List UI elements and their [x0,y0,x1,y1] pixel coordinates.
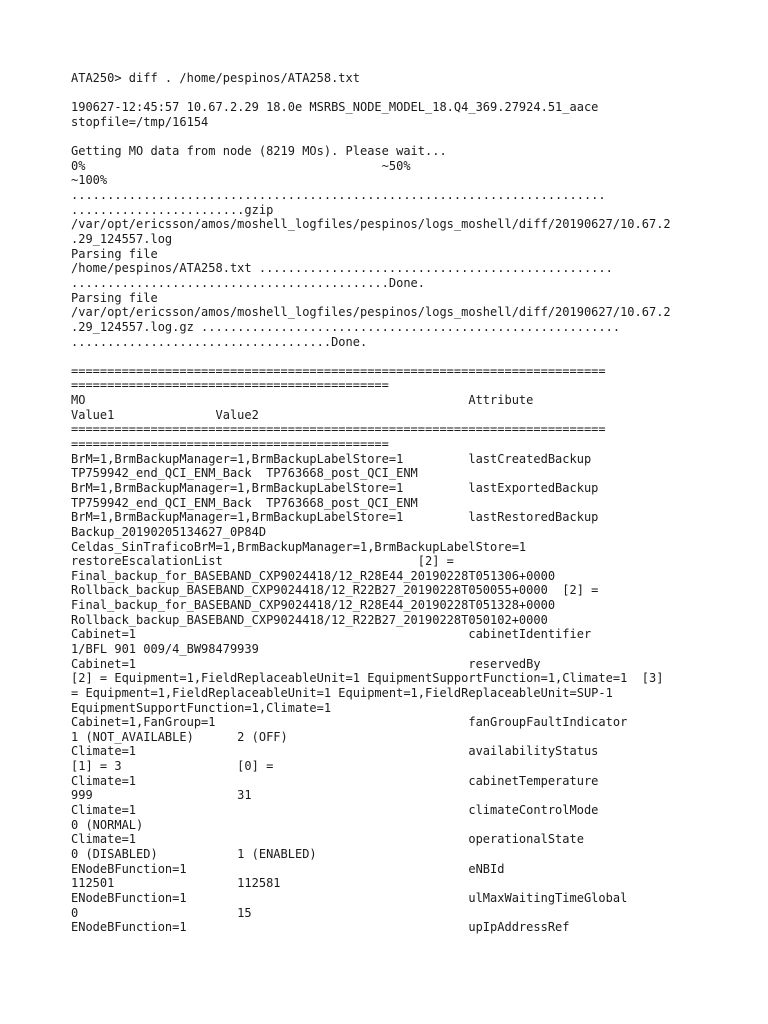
output-line: ========================================================================== [71,422,606,437]
output-line: BrM=1,BrmBackupManager=1,BrmBackupLabelStore=1 lastRestoredBackup [71,510,599,525]
output-line: BrM=1,BrmBackupManager=1,BrmBackupLabelStore=1 lastExportedBackup [71,480,599,495]
output-line: Parsing file [71,290,158,305]
output-line: Final_backup_for_BASEBAND_CXP9024418/12_R28E44_20190228T051306+0000 [71,568,556,583]
output-line: 0 (NORMAL) [71,817,144,832]
output-line: TP759942_end_QCI_ENM_Back TP763668_post_QCI_ENM [71,466,418,481]
output-line: Parsing file [71,246,158,261]
output-line: Celdas_SinTraficoBrM=1,BrmBackupManager=1,BrmBackupLabelStore=1 [71,539,527,554]
output-line: ============================================ [71,437,389,452]
output-line: Climate=1 operationalState [71,832,584,847]
output-line: ENodeBFunction=1 eNBId [71,861,505,876]
output-line: .......................................................................... [71,188,606,203]
output-line: ............................................Done. [71,275,426,290]
output-line: restoreEscalationList [2] = [71,554,454,569]
output-line [71,86,701,101]
output-line: EquipmentSupportFunction=1,Climate=1 [71,700,332,715]
output-line: Rollback_backup_BASEBAND_CXP9024418/12_R22B27_20190228T050055+0000 [2] = [71,583,599,598]
output-line: [1] = 3 [0] = [71,759,274,774]
output-line: Climate=1 climateControlMode [71,803,599,818]
output-line: /var/opt/ericsson/amos/moshell_logfiles/pespinos/logs_moshell/diff/20190627/10.67.2 [71,217,671,232]
output-line: 0 (DISABLED) 1 (ENABLED) [71,846,317,861]
output-line: Climate=1 availabilityStatus [71,744,599,759]
output-line [71,349,701,364]
output-line: Cabinet=1,FanGroup=1 fanGroupFaultIndicator [71,715,628,730]
terminal-output [71,71,701,935]
output-line: TP759942_end_QCI_ENM_Back TP763668_post_QCI_ENM [71,495,418,510]
output-line: 1/BFL 901 009/4_BW98479939 [71,641,259,656]
output-line: /var/opt/ericsson/amos/moshell_logfiles/pespinos/logs_moshell/diff/20190627/10.67.2 [71,305,671,320]
output-line: ENodeBFunction=1 ulMaxWaitingTimeGlobal [71,890,628,905]
output-line: ........................gzip [71,202,274,217]
output-line: 1 (NOT_AVAILABLE) 2 (OFF) [71,729,288,744]
output-line: stopfile=/tmp/16154 [71,114,209,129]
output-line: 0% ~50% [71,158,411,173]
output-line: ENodeBFunction=1 upIpAddressRef [71,920,570,935]
output-line: .29_124557.log [71,232,173,247]
output-line: MO Attribute [71,393,534,408]
output-line: ~100% [71,173,108,188]
output-line: BrM=1,BrmBackupManager=1,BrmBackupLabelStore=1 lastCreatedBackup [71,451,592,466]
output-line: 190627-12:45:57 10.67.2.29 18.0e MSRBS_NODE_MODEL_18.Q4_369.27924.51_aace [71,100,599,115]
output-line: 0 15 [71,905,252,920]
output-line: Getting MO data from node (8219 MOs). Please wait... [71,144,447,159]
output-line: /home/pespinos/ATA258.txt ................................................. [71,261,613,276]
output-line: Backup_20190205134627_0P84D [71,524,267,539]
output-line: 112501 112581 [71,876,281,891]
output-line: ========================================================================== [71,363,606,378]
output-line: Cabinet=1 reservedBy [71,656,541,671]
output-line: = Equipment=1,FieldReplaceableUnit=1 Equipment=1,FieldReplaceableUnit=SUP-1 [71,685,613,700]
output-line: ATA250> diff . /home/pespinos/ATA258.txt [71,71,360,85]
output-line: [2] = Equipment=1,FieldReplaceableUnit=1 EquipmentSupportFunction=1,Climate=1 [3] [71,671,664,686]
output-line: Value1 Value2 [71,407,259,422]
output-line: Rollback_backup_BASEBAND_CXP9024418/12_R22B27_20190228T050102+0000 [71,612,548,627]
output-line: .29_124557.log.gz .......................................................... [71,319,621,334]
output-line [71,130,701,145]
output-line: ============================================ [71,378,389,393]
output-line: ....................................Done. [71,334,368,349]
output-line: 999 31 [71,788,252,803]
output-line: Climate=1 cabinetTemperature [71,773,599,788]
output-line: Cabinet=1 cabinetIdentifier [71,627,592,642]
output-line: Final_backup_for_BASEBAND_CXP9024418/12_R28E44_20190228T051328+0000 [71,598,556,613]
